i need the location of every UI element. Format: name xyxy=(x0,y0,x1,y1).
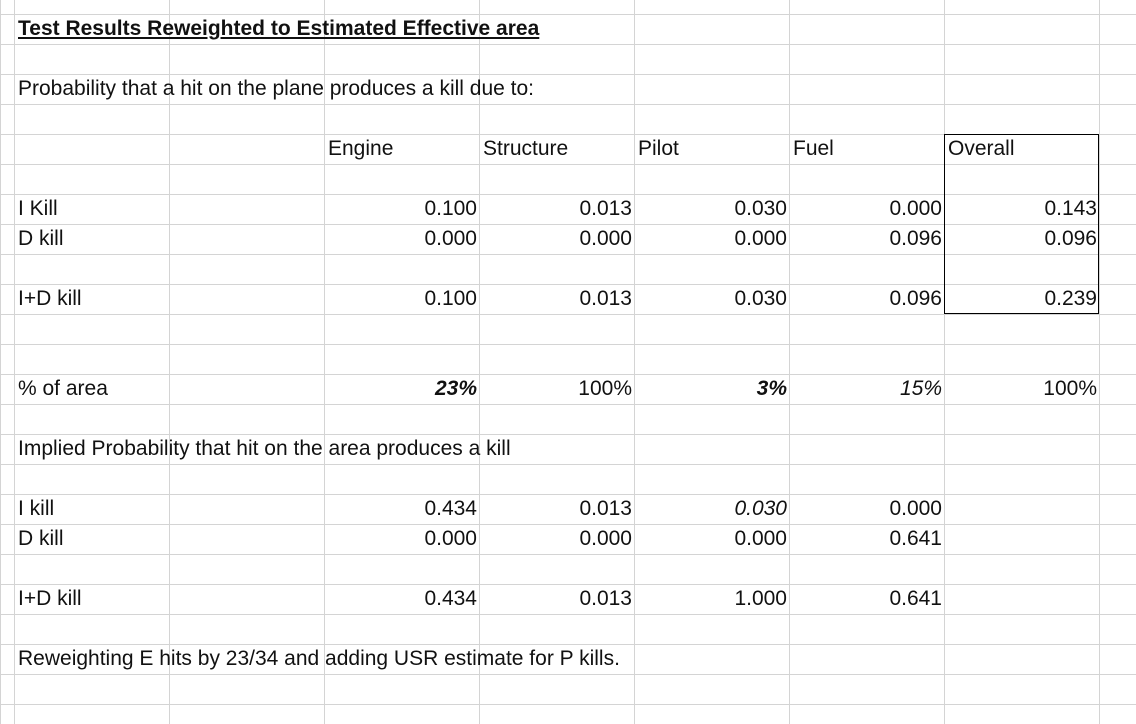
cell-i-kill-engine[interactable]: 0.100 xyxy=(424,197,477,220)
cell-area-pilot[interactable]: 3% xyxy=(756,377,787,400)
row-label-d-kill-implied[interactable]: D kill xyxy=(18,527,64,550)
section-heading-implied-probability[interactable]: Implied Probability that hit on the area produces a kill xyxy=(18,437,511,460)
header-engine[interactable]: Engine xyxy=(328,137,394,160)
cell-i-kill-structure[interactable]: 0.013 xyxy=(579,197,632,220)
cell-implied-i-kill-engine[interactable]: 0.434 xyxy=(424,497,477,520)
column-divider xyxy=(14,0,15,724)
header-pilot[interactable]: Pilot xyxy=(638,137,679,160)
header-fuel[interactable]: Fuel xyxy=(793,137,834,160)
cell-area-structure[interactable]: 100% xyxy=(578,377,632,400)
cell-id-kill-structure[interactable]: 0.013 xyxy=(579,287,632,310)
column-divider xyxy=(479,0,480,724)
cell-implied-id-kill-engine[interactable]: 0.434 xyxy=(424,587,477,610)
cell-implied-d-kill-engine[interactable]: 0.000 xyxy=(424,527,477,550)
cell-d-kill-overall[interactable]: 0.096 xyxy=(1044,227,1097,250)
column-divider xyxy=(169,0,170,724)
column-divider xyxy=(789,0,790,724)
cell-area-fuel[interactable]: 15% xyxy=(899,377,942,400)
cell-d-kill-fuel[interactable]: 0.096 xyxy=(889,227,942,250)
cell-i-kill-fuel[interactable]: 0.000 xyxy=(889,197,942,220)
row-label-id-kill-implied[interactable]: I+D kill xyxy=(18,587,82,610)
column-divider xyxy=(944,0,945,724)
section-heading-plane-kill[interactable]: Probability that a hit on the plane produces a kill due to: xyxy=(18,77,534,100)
row-label-area[interactable]: % of area xyxy=(18,377,108,400)
row-label-d-kill[interactable]: D kill xyxy=(18,227,64,250)
cell-area-overall[interactable]: 100% xyxy=(1043,377,1097,400)
cell-implied-i-kill-fuel[interactable]: 0.000 xyxy=(889,497,942,520)
header-structure[interactable]: Structure xyxy=(483,137,569,160)
column-divider xyxy=(634,0,635,724)
cell-id-kill-pilot[interactable]: 0.030 xyxy=(734,287,787,310)
cell-d-kill-structure[interactable]: 0.000 xyxy=(579,227,632,250)
cell-implied-i-kill-pilot[interactable]: 0.030 xyxy=(734,497,787,520)
cell-area-engine[interactable]: 23% xyxy=(434,377,477,400)
column-divider xyxy=(1099,0,1100,724)
cell-implied-id-kill-pilot[interactable]: 1.000 xyxy=(734,587,787,610)
cell-implied-d-kill-fuel[interactable]: 0.641 xyxy=(889,527,942,550)
cell-implied-id-kill-structure[interactable]: 0.013 xyxy=(579,587,632,610)
row-label-i-kill[interactable]: I Kill xyxy=(18,197,58,220)
footnote[interactable]: Reweighting E hits by 23/34 and adding USR estimate for P kills. xyxy=(18,647,620,670)
cell-implied-id-kill-fuel[interactable]: 0.641 xyxy=(889,587,942,610)
cell-id-kill-engine[interactable]: 0.100 xyxy=(424,287,477,310)
header-overall[interactable]: Overall xyxy=(948,137,1015,160)
cell-i-kill-overall[interactable]: 0.143 xyxy=(1044,197,1097,220)
cell-d-kill-engine[interactable]: 0.000 xyxy=(424,227,477,250)
sheet-title[interactable]: Test Results Reweighted to Estimated Effective area xyxy=(18,17,540,40)
cell-implied-d-kill-structure[interactable]: 0.000 xyxy=(579,527,632,550)
cell-id-kill-fuel[interactable]: 0.096 xyxy=(889,287,942,310)
column-divider xyxy=(324,0,325,724)
cell-implied-i-kill-structure[interactable]: 0.013 xyxy=(579,497,632,520)
cell-i-kill-pilot[interactable]: 0.030 xyxy=(734,197,787,220)
row-label-i-kill-implied[interactable]: I kill xyxy=(18,497,55,520)
cell-implied-d-kill-pilot[interactable]: 0.000 xyxy=(734,527,787,550)
row-label-id-kill[interactable]: I+D kill xyxy=(18,287,82,310)
cell-id-kill-overall[interactable]: 0.239 xyxy=(1044,287,1097,310)
cell-d-kill-pilot[interactable]: 0.000 xyxy=(734,227,787,250)
